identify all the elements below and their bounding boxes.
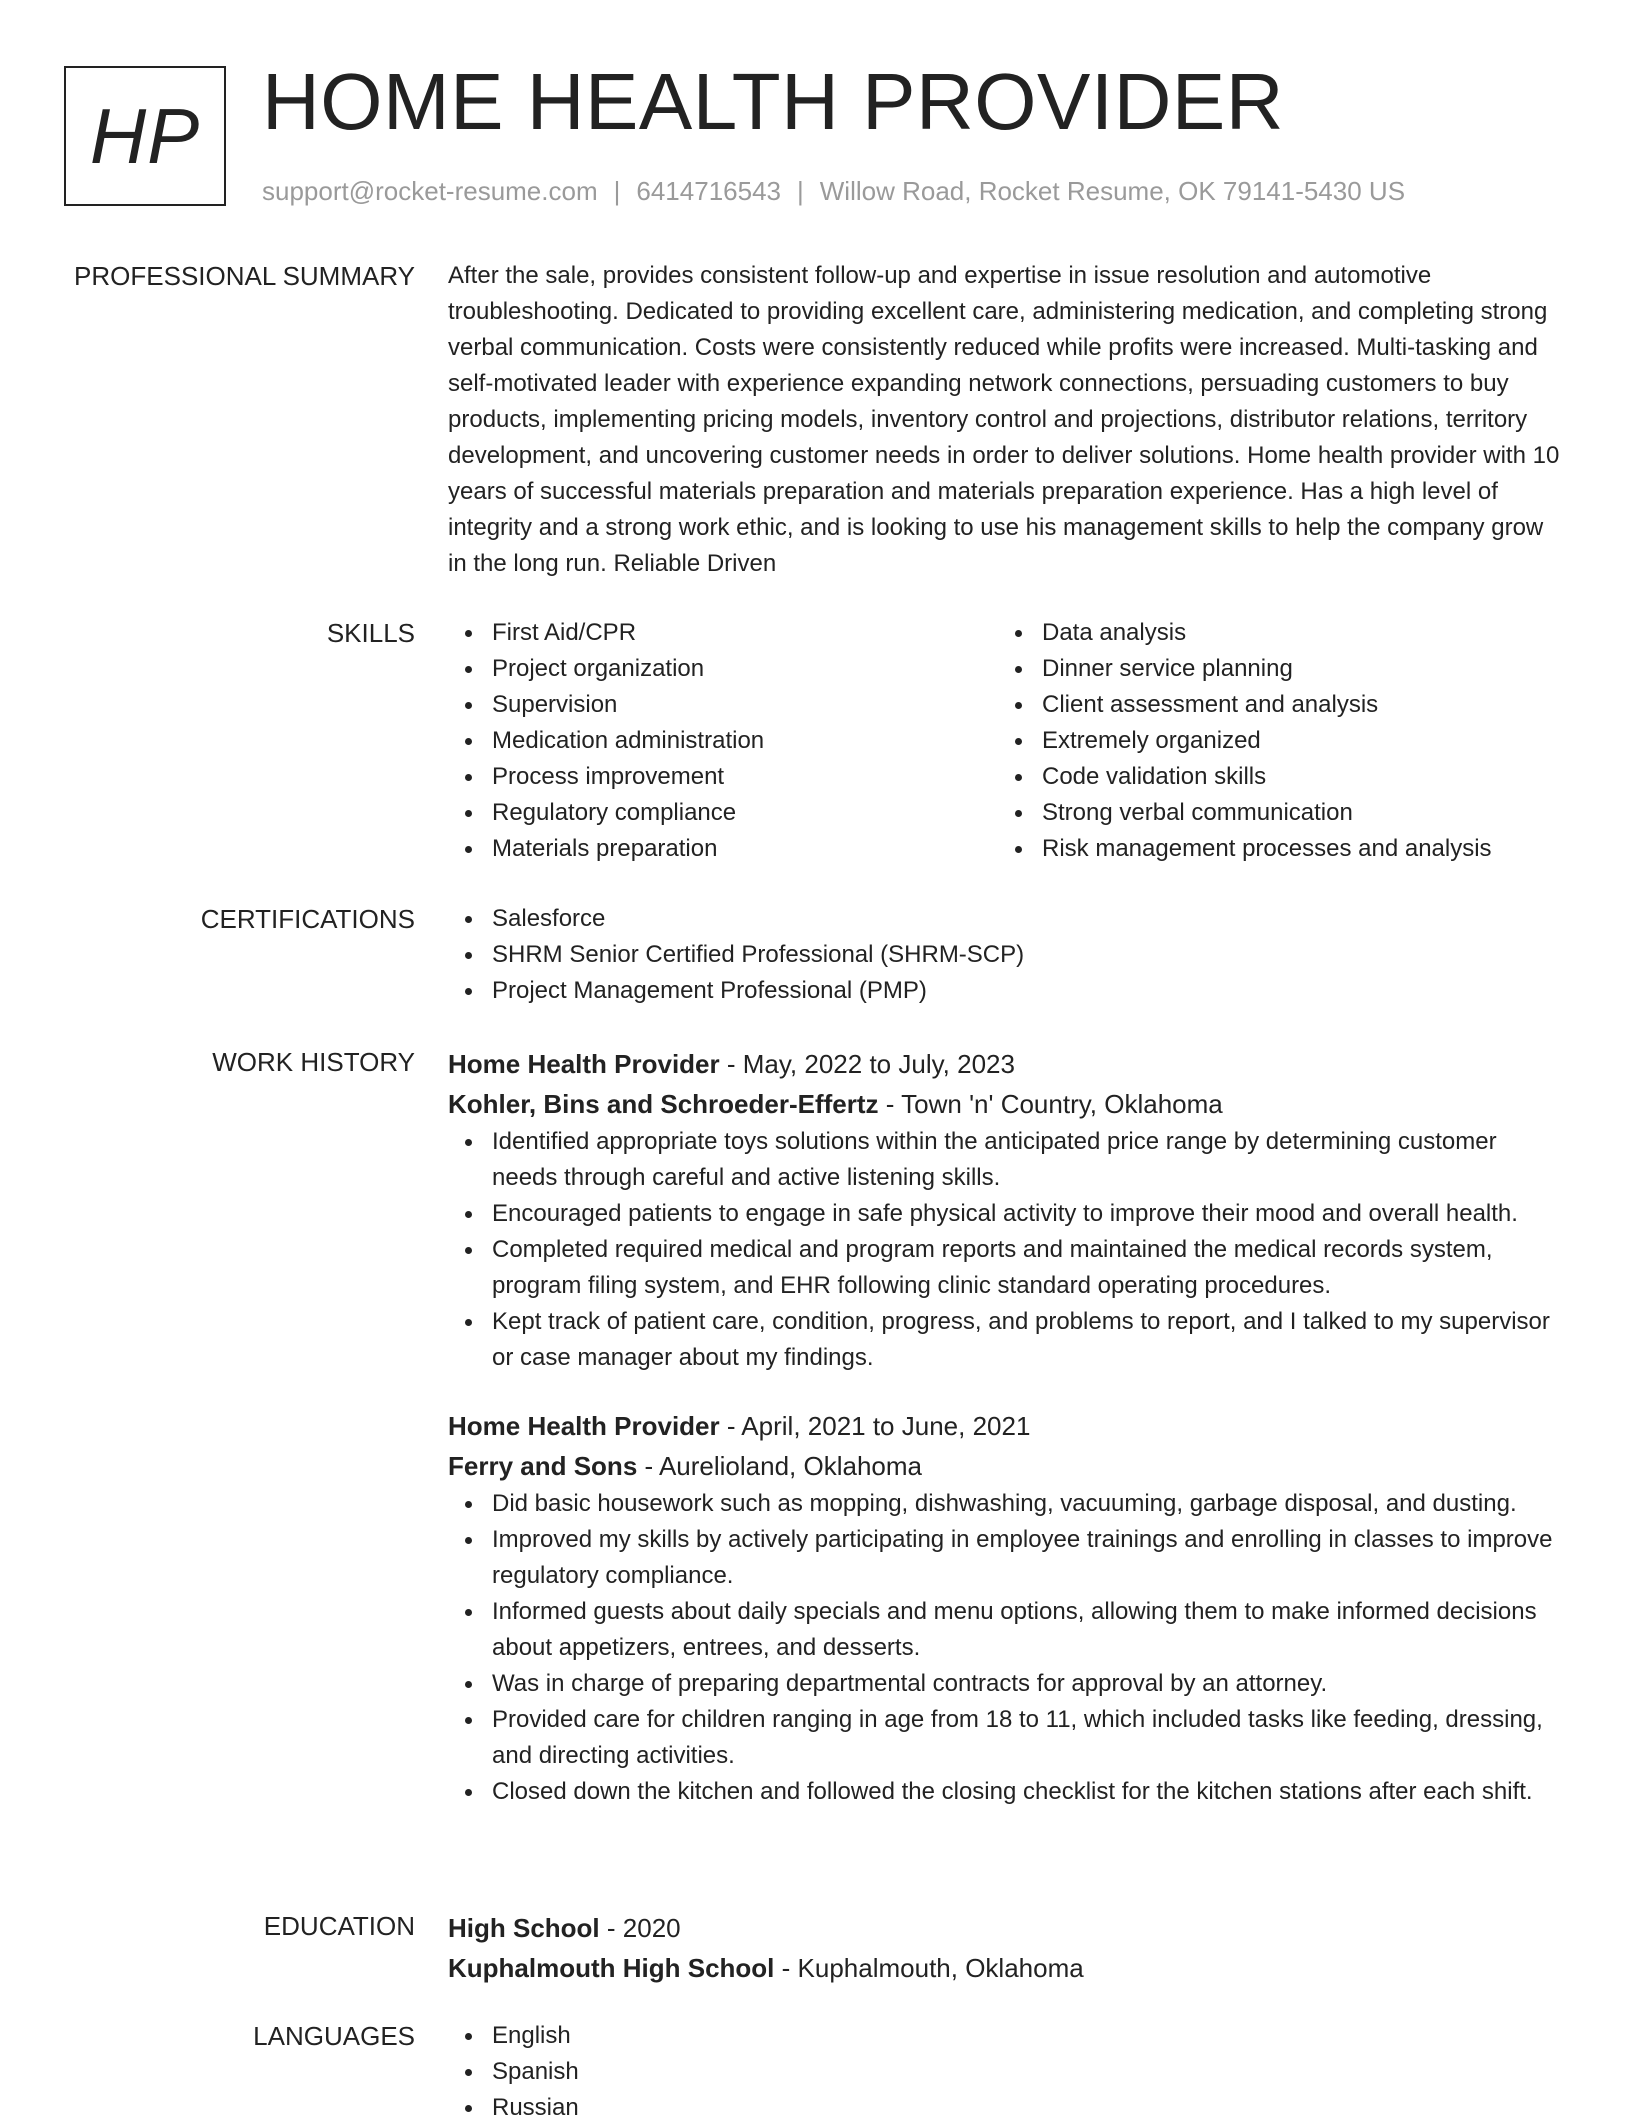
list-item: First Aid/CPR xyxy=(448,615,998,651)
job-title: Home Health Provider xyxy=(448,1049,720,1079)
job-company: Kohler, Bins and Schroeder-Effertz xyxy=(448,1089,879,1119)
job-location: - Town 'n' Country, Oklahoma xyxy=(878,1089,1223,1119)
list-item: Process improvement xyxy=(448,759,998,795)
certifications-body xyxy=(448,901,1563,1009)
section-label-summary: PROFESSIONAL SUMMARY xyxy=(74,261,415,291)
contact-email: support@rocket-resume.com xyxy=(262,176,598,206)
list-item: Materials preparation xyxy=(448,831,998,867)
section-label-education: EDUCATION xyxy=(263,1911,415,1941)
monogram-logo: HP xyxy=(64,66,226,206)
resume-name-title: HOME HEALTH PROVIDER xyxy=(262,57,1284,146)
job-bullets xyxy=(448,1124,1563,1376)
skills-grid xyxy=(448,615,1563,867)
list-item: Was in charge of preparing departmental contracts for approval by an attorney. xyxy=(448,1666,1563,1702)
list-item: Supervision xyxy=(448,687,998,723)
education-school: Kuphalmouth High School xyxy=(448,1953,775,1983)
contact-address: Willow Road, Rocket Resume, OK 79141-5430 US xyxy=(819,176,1406,206)
education-body xyxy=(448,1908,1563,1988)
list-item: Kept track of patient care, condition, progress, and problems to report, and I talked to my supervisor or case manager about my findings. xyxy=(448,1304,1563,1376)
list-item: Russian xyxy=(448,2090,1563,2126)
job-title: Home Health Provider xyxy=(448,1411,720,1441)
job-title-line xyxy=(448,1044,1563,1084)
education-year: - 2020 xyxy=(599,1913,681,1943)
list-item: Dinner service planning xyxy=(998,651,1548,687)
list-item: Spanish xyxy=(448,2054,1563,2090)
list-item: SHRM Senior Certified Professional (SHRM-SCP) xyxy=(448,937,1563,973)
section-label-certifications: CERTIFICATIONS xyxy=(200,904,415,934)
list-item: Regulatory compliance xyxy=(448,795,998,831)
job-bullets xyxy=(448,1486,1563,1810)
summary-body xyxy=(448,258,1563,582)
list-item: Project organization xyxy=(448,651,998,687)
education-location: - Kuphalmouth, Oklahoma xyxy=(774,1953,1084,1983)
list-item: Identified appropriate toys solutions within the anticipated price range by determining customer needs through careful and active listening skills. xyxy=(448,1124,1563,1196)
list-item: Closed down the kitchen and followed the closing checklist for the kitchen stations after each shift. xyxy=(448,1774,1563,1810)
contact-phone: 6414716543 xyxy=(636,176,781,206)
list-item: Strong verbal communication xyxy=(998,795,1548,831)
list-item: Code validation skills xyxy=(998,759,1548,795)
list-item: Did basic housework such as mopping, dishwashing, vacuuming, garbage disposal, and dusting. xyxy=(448,1486,1563,1522)
contact-separator: | xyxy=(613,176,621,206)
summary-text: After the sale, provides consistent follow-up and expertise in issue resolution and automotive troubleshooting. Dedicated to providing excellent care, administering medication, and completing strong verbal communication. Costs were consistently reduced while profits were increased. Multi-tasking and self-motivated leader with experience expanding network connections, persuading customers to buy products, implementing pricing models, inventory control and projections, distributor relations, territory development, and uncovering customer needs in order to deliver solutions. Home health provider with 10 years of successful materials preparation and materials preparation experience. Has a high level of integrity and a strong work ethic, and is looking to use his management skills to help the company grow in the long run. Reliable Driven xyxy=(448,262,1560,577)
list-item: Risk management processes and analysis xyxy=(998,831,1548,867)
job-location: - Aurelioland, Oklahoma xyxy=(637,1451,922,1481)
job-company-line xyxy=(448,1084,1563,1124)
certifications-list xyxy=(448,901,1563,1009)
job-dates: - April, 2021 to June, 2021 xyxy=(719,1411,1031,1441)
section-label-skills: SKILLS xyxy=(326,618,415,648)
list-item: Project Management Professional (PMP) xyxy=(448,973,1563,1009)
contact-line xyxy=(262,174,1405,208)
job-entry xyxy=(448,1044,1563,1376)
job-company-line xyxy=(448,1446,1563,1486)
job-entry xyxy=(448,1406,1563,1810)
list-item: Client assessment and analysis xyxy=(998,687,1548,723)
list-item: Informed guests about daily specials and menu options, allowing them to make informed decisions about appetizers, entrees, and desserts. xyxy=(448,1594,1563,1666)
list-item: Data analysis xyxy=(998,615,1548,651)
list-item: Medication administration xyxy=(448,723,998,759)
list-item: Encouraged patients to engage in safe physical activity to improve their mood and overall health. xyxy=(448,1196,1563,1232)
list-item: English xyxy=(448,2018,1563,2054)
section-label-languages: LANGUAGES xyxy=(253,2021,415,2051)
list-item: Salesforce xyxy=(448,901,1563,937)
languages-body xyxy=(448,2018,1563,2126)
work-history-body xyxy=(448,1044,1563,1810)
education-school-line xyxy=(448,1948,1563,1988)
contact-separator: | xyxy=(797,176,804,206)
job-company: Ferry and Sons xyxy=(448,1451,638,1481)
list-item: Improved my skills by actively participating in employee trainings and enrolling in classes to improve regulatory compliance. xyxy=(448,1522,1563,1594)
list-item: Completed required medical and program reports and maintained the medical records system, program filing system, and EHR following clinic standard operating procedures. xyxy=(448,1232,1563,1304)
list-item: Provided care for children ranging in age from 18 to 11, which included tasks like feeding, dressing, and directing activities. xyxy=(448,1702,1563,1774)
job-title-line xyxy=(448,1406,1563,1446)
job-dates: - May, 2022 to July, 2023 xyxy=(719,1049,1015,1079)
skills-list-left xyxy=(448,615,998,867)
languages-list xyxy=(448,2018,1563,2126)
skills-list-right xyxy=(998,615,1548,867)
education-degree-line xyxy=(448,1908,1563,1948)
section-label-work-history: WORK HISTORY xyxy=(212,1047,415,1077)
education-degree: High School xyxy=(448,1913,600,1943)
list-item: Extremely organized xyxy=(998,723,1548,759)
